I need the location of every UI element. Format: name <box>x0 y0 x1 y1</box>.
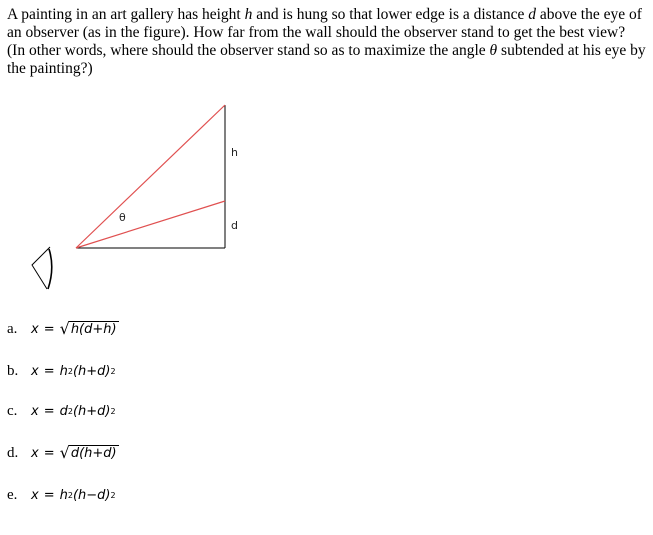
option-letter: a. <box>7 320 18 337</box>
question-part-3: above the eye of an observer (as in the figure). How far from the wall should the observer stand to get the best view? (In other words, where should the observer stand so as to maximize the angle <box>7 6 642 59</box>
option-b[interactable] <box>7 358 116 384</box>
option-letter: e. <box>7 486 18 503</box>
eye-icon <box>32 247 50 289</box>
var-d: d <box>528 6 537 23</box>
option-e[interactable] <box>7 482 116 508</box>
option-d[interactable] <box>7 440 119 466</box>
option-letter: b. <box>7 362 19 379</box>
sqrt-symbol: √ h(d+h) <box>59 319 117 338</box>
question-part-4: subtended at his eye by the painting?) <box>7 42 646 77</box>
var-h: h <box>244 6 253 23</box>
question-part-1: A painting in an art gallery has height <box>7 6 245 23</box>
question-part-2: and is hung so that lower edge is a distance <box>252 6 529 23</box>
sqrt-symbol: √ d(h+d) <box>59 443 117 462</box>
eye-lens <box>48 249 52 289</box>
sightline-bottom <box>76 201 225 248</box>
option-letter: c. <box>7 402 18 419</box>
label-h: h <box>231 146 238 159</box>
var-theta: θ <box>489 42 498 59</box>
option-c[interactable] <box>7 398 116 424</box>
formula-c: x = d 2 (h+d) 2 <box>31 403 116 419</box>
formula-b: x = h 2 (h+d) 2 <box>31 363 116 379</box>
label-theta: θ <box>119 211 126 224</box>
formula-d: x = √ d(h+d) <box>31 443 117 462</box>
label-d: d <box>231 219 238 232</box>
sightline-top <box>76 105 225 248</box>
formula-e: x = h 2 (h−d) 2 <box>31 487 116 503</box>
option-letter: d. <box>7 444 19 461</box>
formula-a: x = √ h(d+h) <box>31 319 117 338</box>
option-a[interactable] <box>7 316 119 342</box>
